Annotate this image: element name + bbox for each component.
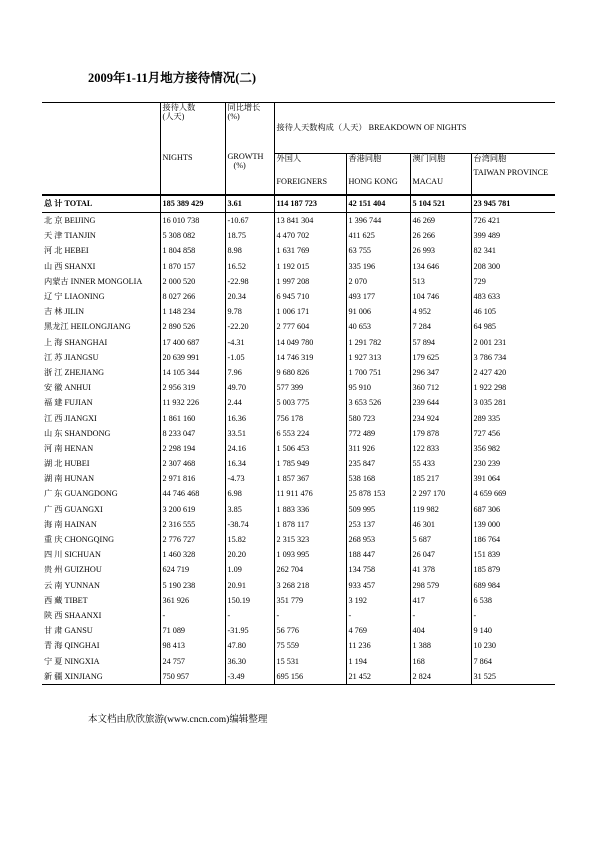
cell-macau: 417	[410, 593, 471, 608]
cell-nights: 71 089	[160, 623, 225, 638]
cell-foreigners: 1 997 208	[274, 274, 346, 289]
table-row	[42, 380, 555, 395]
table-row	[42, 593, 555, 608]
cell-macau: 2 297 170	[410, 486, 471, 501]
cell-foreigners: 13 841 304	[274, 213, 346, 229]
cell-foreigners: 1 631 769	[274, 243, 346, 258]
cell-macau: 119 982	[410, 502, 471, 517]
cell-name: 湖 南 HUNAN	[44, 474, 95, 484]
header-growth-en: GROWTH	[227, 152, 264, 162]
cell-foreigners: 4 470 702	[274, 228, 346, 243]
cell-macau: 104 746	[410, 289, 471, 304]
cell-nights: 5 308 082	[160, 228, 225, 243]
header-foreigners-en: FOREIGNERS	[276, 177, 327, 187]
table-row	[42, 562, 555, 577]
cell-hk: 3 653 526	[346, 395, 410, 410]
cell-macau: 5 687	[410, 532, 471, 547]
page-title: 2009年1-11月地方接待情况(二)	[88, 71, 257, 85]
cell-macau: 298 579	[410, 578, 471, 593]
cell-name: 海 南 HAINAN	[44, 519, 97, 529]
cell-growth: -38.74	[225, 517, 274, 532]
header-growth-unit: (%)	[233, 161, 246, 171]
cell-nights: 2 316 555	[160, 517, 225, 532]
cell-nights: 1 804 858	[160, 243, 225, 258]
cell-name: 内蒙古 INNER MONGOLIA	[44, 276, 143, 286]
cell-nights: 20 639 991	[160, 350, 225, 365]
cell-taiwan: 726 421	[471, 213, 555, 229]
cell-name: 福 建 FUJIAN	[44, 398, 93, 408]
table-row	[42, 653, 555, 668]
cell-macau: 46 301	[410, 517, 471, 532]
cell-growth: 33.51	[225, 426, 274, 441]
table-row	[42, 456, 555, 471]
cell-growth: 20.20	[225, 547, 274, 562]
cell-name: 北 京 BEIJING	[44, 216, 96, 226]
cell-hk: 40 653	[346, 319, 410, 334]
cell-hk: 772 489	[346, 426, 410, 441]
cell-taiwan: 151 839	[471, 547, 555, 562]
cell-nights: 1 148 234	[160, 304, 225, 319]
cell-taiwan: 289 335	[471, 410, 555, 425]
table-row	[42, 486, 555, 501]
cell-name: 山 西 SHANXI	[44, 261, 96, 271]
cell-taiwan: 4 659 669	[471, 486, 555, 501]
cell-growth: -3.49	[225, 669, 274, 685]
header-taiwan-en: TAIWAN PROVINCE	[473, 168, 549, 178]
cell-foreigners: 1 006 171	[274, 304, 346, 319]
header-hk-en: HONG KONG	[348, 177, 398, 187]
cell-hk: 335 196	[346, 259, 410, 274]
cell-growth: 36.30	[225, 653, 274, 668]
cell-growth: -22.20	[225, 319, 274, 334]
cell-name: 黑龙江 HEILONGJIANG	[44, 322, 131, 332]
cell-growth: -31.95	[225, 623, 274, 638]
cell-name: 江 西 JIANGXI	[44, 413, 97, 423]
cell-hk: 509 995	[346, 502, 410, 517]
cell-macau: 4 952	[410, 304, 471, 319]
cell-nights: 14 105 344	[160, 365, 225, 380]
cell-nights: 2 307 468	[160, 456, 225, 471]
cell-taiwan: 185 879	[471, 562, 555, 577]
table-row	[42, 547, 555, 562]
cell-nights: 8 233 047	[160, 426, 225, 441]
cell-foreigners: 351 779	[274, 593, 346, 608]
cell-name: 青 海 QINGHAI	[44, 641, 100, 651]
cell-hk: 268 953	[346, 532, 410, 547]
header-hk-cn: 香港同胞	[348, 154, 382, 163]
cell-taiwan: 356 982	[471, 441, 555, 456]
header-macau-en: MACAU	[412, 177, 443, 187]
footer-note: 本文档由欣欣旅游(www.cncn.com)编辑整理	[88, 715, 268, 725]
table-row	[42, 638, 555, 653]
cell-macau: 234 924	[410, 410, 471, 425]
cell-name: 安 徽 ANHUI	[44, 383, 91, 393]
cell-growth: 49.70	[225, 380, 274, 395]
cell-hk: 25 878 153	[346, 486, 410, 501]
table-row	[42, 471, 555, 486]
cell-growth: -1.05	[225, 350, 274, 365]
cell-growth: -4.31	[225, 335, 274, 350]
cell-hk: 2 070	[346, 274, 410, 289]
cell-nights: 5 190 238	[160, 578, 225, 593]
total-hk: 42 151 404	[346, 195, 410, 213]
cell-growth: 1.09	[225, 562, 274, 577]
cell-nights: 24 757	[160, 653, 225, 668]
header-nights-en: NIGHTS	[162, 153, 193, 163]
cell-hk: 21 452	[346, 669, 410, 685]
table-row	[42, 623, 555, 638]
total-foreigners: 114 187 723	[274, 195, 346, 213]
cell-nights: 44 746 468	[160, 486, 225, 501]
total-name: 总 计 TOTAL	[42, 195, 160, 213]
cell-growth: 6.98	[225, 486, 274, 501]
cell-hk: 188 447	[346, 547, 410, 562]
cell-hk: 4 769	[346, 623, 410, 638]
cell-macau: 41 378	[410, 562, 471, 577]
table-row	[42, 335, 555, 350]
header-breakdown-label: 接待人天数构成（人天） BREAKDOWN OF NIGHTS	[276, 123, 467, 133]
cell-hk: 1 927 313	[346, 350, 410, 365]
cell-nights: 8 027 266	[160, 289, 225, 304]
cell-growth: -4.73	[225, 471, 274, 486]
cell-taiwan: 46 105	[471, 304, 555, 319]
table-row	[42, 669, 555, 685]
cell-growth: 15.82	[225, 532, 274, 547]
table-row	[42, 395, 555, 410]
cell-taiwan: -	[471, 608, 555, 623]
cell-foreigners: 2 315 323	[274, 532, 346, 547]
cell-taiwan: 729	[471, 274, 555, 289]
table-row	[42, 578, 555, 593]
table-row	[42, 304, 555, 319]
table-row	[42, 410, 555, 425]
cell-taiwan: 3 035 281	[471, 395, 555, 410]
cell-macau: 2 824	[410, 669, 471, 685]
cell-hk: 933 457	[346, 578, 410, 593]
cell-name: 云 南 YUNNAN	[44, 580, 100, 590]
cell-growth: 16.34	[225, 456, 274, 471]
cell-taiwan: 6 538	[471, 593, 555, 608]
cell-hk: 11 236	[346, 638, 410, 653]
total-nights: 185 389 429	[160, 195, 225, 213]
cell-macau: 404	[410, 623, 471, 638]
header-blank	[42, 103, 160, 154]
cell-foreigners: 262 704	[274, 562, 346, 577]
cell-name: 甘 肃 GANSU	[44, 626, 93, 636]
cell-taiwan: 31 525	[471, 669, 555, 685]
cell-foreigners: 1 857 367	[274, 471, 346, 486]
cell-hk: 1 291 782	[346, 335, 410, 350]
cell-growth: 16.36	[225, 410, 274, 425]
cell-growth: 20.34	[225, 289, 274, 304]
cell-name: 四 川 SICHUAN	[44, 550, 101, 560]
cell-growth: 9.78	[225, 304, 274, 319]
cell-taiwan: 687 306	[471, 502, 555, 517]
cell-foreigners: 75 559	[274, 638, 346, 653]
table-row	[42, 259, 555, 274]
cell-taiwan: 391 064	[471, 471, 555, 486]
cell-foreigners: 1 883 336	[274, 502, 346, 517]
total-growth: 3.61	[225, 195, 274, 213]
cell-name: 山 东 SHANDONG	[44, 428, 111, 438]
cell-taiwan: 399 489	[471, 228, 555, 243]
cell-foreigners: 5 003 775	[274, 395, 346, 410]
cell-macau: 55 433	[410, 456, 471, 471]
cell-nights: 2 956 319	[160, 380, 225, 395]
cell-nights: 2 000 520	[160, 274, 225, 289]
cell-nights: 98 413	[160, 638, 225, 653]
table-row	[42, 319, 555, 334]
cell-taiwan: 230 239	[471, 456, 555, 471]
cell-growth: 8.98	[225, 243, 274, 258]
table-row	[42, 243, 555, 258]
header-macau	[410, 154, 471, 196]
cell-hk: 580 723	[346, 410, 410, 425]
cell-taiwan: 7 864	[471, 653, 555, 668]
cell-taiwan: 9 140	[471, 623, 555, 638]
cell-taiwan: 727 456	[471, 426, 555, 441]
header-nights	[160, 103, 225, 196]
cell-nights: 1 861 160	[160, 410, 225, 425]
cell-foreigners: 6 553 224	[274, 426, 346, 441]
cell-macau: -	[410, 608, 471, 623]
cell-macau: 168	[410, 653, 471, 668]
cell-foreigners: 14 049 780	[274, 335, 346, 350]
cell-foreigners: 14 746 319	[274, 350, 346, 365]
cell-hk: 1 396 744	[346, 213, 410, 229]
cell-macau: 296 347	[410, 365, 471, 380]
table-row	[42, 532, 555, 547]
cell-foreigners: 695 156	[274, 669, 346, 685]
cell-hk: -	[346, 608, 410, 623]
cell-name: 贵 州 GUIZHOU	[44, 565, 102, 575]
header-blank-2	[42, 154, 160, 196]
cell-taiwan: 186 764	[471, 532, 555, 547]
cell-nights: 2 971 816	[160, 471, 225, 486]
cell-foreigners: 11 911 476	[274, 486, 346, 501]
cell-macau: 46 269	[410, 213, 471, 229]
cell-nights: 1 460 328	[160, 547, 225, 562]
cell-taiwan: 3 786 734	[471, 350, 555, 365]
cell-macau: 26 266	[410, 228, 471, 243]
table-row	[42, 517, 555, 532]
cell-name: 新 疆 XINJIANG	[42, 669, 160, 685]
cell-foreigners: 1 878 117	[274, 517, 346, 532]
cell-foreigners: 15 531	[274, 653, 346, 668]
cell-taiwan: 2 427 420	[471, 365, 555, 380]
table-row	[42, 213, 555, 229]
cell-taiwan: 10 230	[471, 638, 555, 653]
cell-hk: 134 758	[346, 562, 410, 577]
cell-growth: 7.96	[225, 365, 274, 380]
cell-growth: 150.19	[225, 593, 274, 608]
cell-name: 宁 夏 NINGXIA	[44, 656, 100, 666]
cell-foreigners: 756 178	[274, 410, 346, 425]
cell-macau: 134 646	[410, 259, 471, 274]
cell-macau: 7 284	[410, 319, 471, 334]
cell-foreigners: 2 777 604	[274, 319, 346, 334]
cell-hk: 63 755	[346, 243, 410, 258]
header-macau-cn: 澳门同胞	[412, 154, 446, 163]
table-row	[42, 365, 555, 380]
cell-hk: 493 177	[346, 289, 410, 304]
table-row	[42, 350, 555, 365]
header-breakdown	[274, 103, 555, 154]
cell-growth: 47.80	[225, 638, 274, 653]
cell-name: 西 藏 TIBET	[44, 595, 88, 605]
cell-growth: 18.75	[225, 228, 274, 243]
header-nights-cn: 接待人数(人天)	[162, 103, 196, 122]
cell-nights: 2 890 526	[160, 319, 225, 334]
header-growth	[225, 103, 274, 196]
cell-foreigners: 56 776	[274, 623, 346, 638]
cell-taiwan: 64 985	[471, 319, 555, 334]
cell-name: 广 东 GUANGDONG	[44, 489, 118, 499]
cell-foreigners: 1 093 995	[274, 547, 346, 562]
cell-name: 陕 西 SHAANXI	[44, 610, 102, 620]
total-taiwan: 23 945 781	[471, 195, 555, 213]
cell-name: 辽 宁 LIAONING	[44, 292, 105, 302]
cell-name: 上 海 SHANGHAI	[44, 337, 108, 347]
cell-macau: 239 644	[410, 395, 471, 410]
cell-nights: 1 870 157	[160, 259, 225, 274]
cell-name: 广 西 GUANGXI	[44, 504, 103, 514]
cell-hk: 253 137	[346, 517, 410, 532]
cell-macau: 26 047	[410, 547, 471, 562]
cell-macau: 360 712	[410, 380, 471, 395]
cell-macau: 179 625	[410, 350, 471, 365]
cell-foreigners: 1 785 949	[274, 456, 346, 471]
cell-nights: -	[160, 608, 225, 623]
cell-macau: 57 894	[410, 335, 471, 350]
table-row	[42, 426, 555, 441]
cell-hk: 95 910	[346, 380, 410, 395]
header-foreigners-cn: 外国人	[276, 154, 302, 163]
cell-hk: 3 192	[346, 593, 410, 608]
cell-taiwan: 689 984	[471, 578, 555, 593]
cell-growth: -10.67	[225, 213, 274, 229]
cell-macau: 26 993	[410, 243, 471, 258]
cell-taiwan: 483 633	[471, 289, 555, 304]
cell-hk: 1 194	[346, 653, 410, 668]
cell-name: 吉 林 JILIN	[44, 307, 85, 317]
cell-nights: 3 200 619	[160, 502, 225, 517]
total-row	[42, 195, 555, 213]
cell-nights: 624 719	[160, 562, 225, 577]
cell-hk: 235 847	[346, 456, 410, 471]
cell-macau: 179 878	[410, 426, 471, 441]
cell-growth: -	[225, 608, 274, 623]
table-row	[42, 289, 555, 304]
cell-foreigners: 1 506 453	[274, 441, 346, 456]
cell-nights: 16 010 738	[160, 213, 225, 229]
header-foreigners	[274, 154, 346, 196]
cell-nights: 2 298 194	[160, 441, 225, 456]
cell-hk: 311 926	[346, 441, 410, 456]
tourism-table	[42, 102, 555, 685]
header-taiwan-cn: 台湾同胞	[473, 154, 507, 163]
cell-taiwan: 2 001 231	[471, 335, 555, 350]
cell-hk: 411 625	[346, 228, 410, 243]
cell-name: 重 庆 CHONGQING	[44, 535, 115, 545]
cell-foreigners: 1 192 015	[274, 259, 346, 274]
cell-growth: 3.85	[225, 502, 274, 517]
cell-foreigners: -	[274, 608, 346, 623]
cell-growth: -22.98	[225, 274, 274, 289]
header-hk	[346, 154, 410, 196]
table-row	[42, 274, 555, 289]
table-row	[42, 441, 555, 456]
cell-hk: 91 006	[346, 304, 410, 319]
cell-growth: 16.52	[225, 259, 274, 274]
cell-taiwan: 139 000	[471, 517, 555, 532]
cell-name: 天 津 TIANJIN	[44, 231, 96, 241]
cell-foreigners: 3 268 218	[274, 578, 346, 593]
cell-nights: 11 932 226	[160, 395, 225, 410]
cell-macau: 185 217	[410, 471, 471, 486]
cell-foreigners: 9 680 826	[274, 365, 346, 380]
cell-name: 江 苏 JIANGSU	[44, 352, 99, 362]
header-taiwan	[471, 154, 555, 196]
cell-nights: 17 400 687	[160, 335, 225, 350]
cell-name: 湖 北 HUBEI	[44, 459, 90, 469]
cell-name: 河 北 HEBEI	[44, 246, 89, 256]
cell-name: 浙 江 ZHEJIANG	[44, 367, 105, 377]
table-row	[42, 502, 555, 517]
total-macau: 5 104 521	[410, 195, 471, 213]
cell-hk: 538 168	[346, 471, 410, 486]
cell-nights: 2 776 727	[160, 532, 225, 547]
cell-foreigners: 577 399	[274, 380, 346, 395]
table-row	[42, 608, 555, 623]
header-growth-cn: 同比增长(%)	[227, 103, 261, 122]
cell-taiwan: 1 922 298	[471, 380, 555, 395]
cell-nights: 361 926	[160, 593, 225, 608]
cell-taiwan: 208 300	[471, 259, 555, 274]
cell-hk: 1 700 751	[346, 365, 410, 380]
cell-name: 河 南 HENAN	[44, 443, 94, 453]
cell-growth: 20.91	[225, 578, 274, 593]
cell-macau: 1 388	[410, 638, 471, 653]
cell-nights: 750 957	[160, 669, 225, 685]
cell-macau: 513	[410, 274, 471, 289]
cell-growth: 2.44	[225, 395, 274, 410]
table-row	[42, 228, 555, 243]
cell-foreigners: 6 945 710	[274, 289, 346, 304]
cell-taiwan: 82 341	[471, 243, 555, 258]
cell-growth: 24.16	[225, 441, 274, 456]
cell-macau: 122 833	[410, 441, 471, 456]
